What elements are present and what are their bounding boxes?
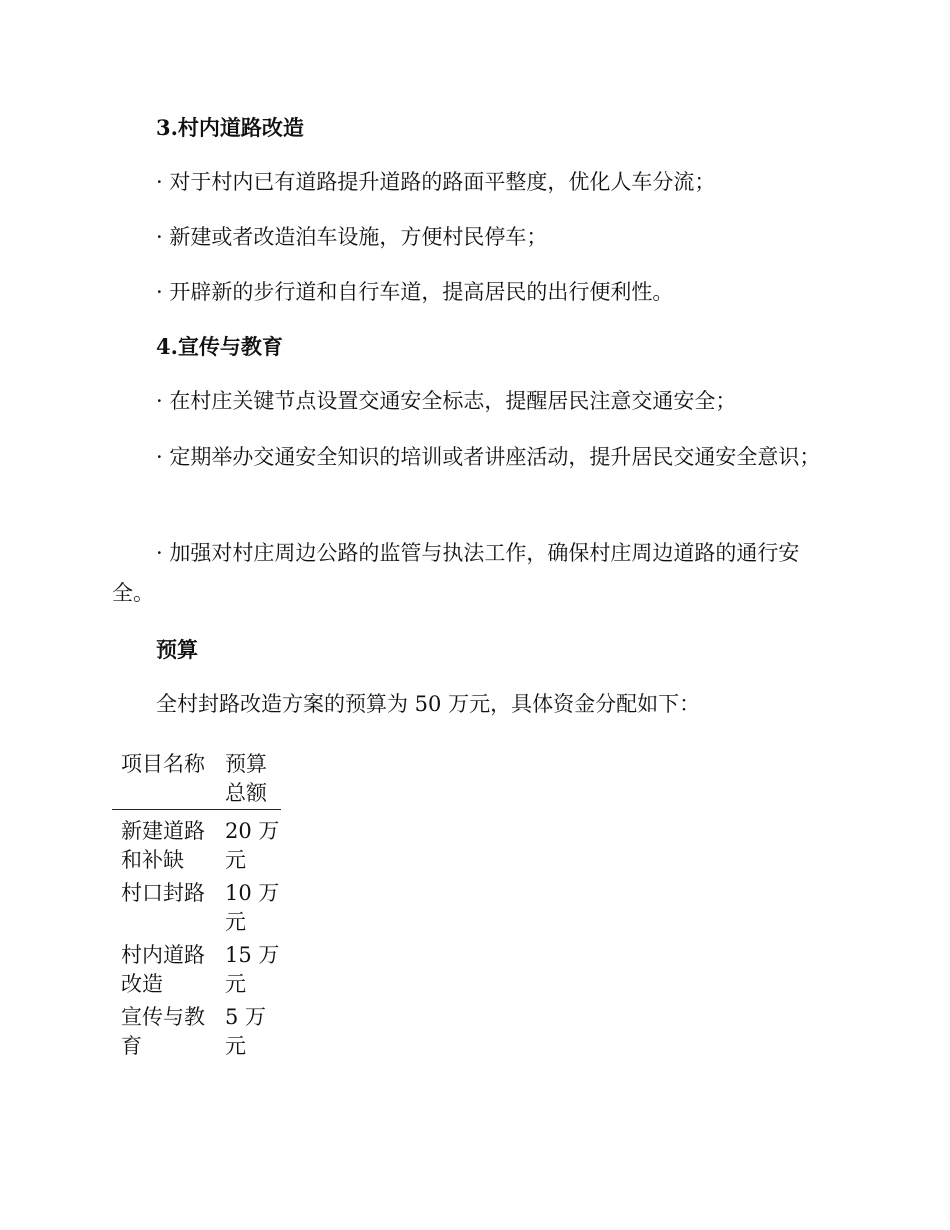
- table-cell-project-name: 村内道路改造: [121, 943, 205, 996]
- table-cell-budget-total: 10 万元: [225, 881, 280, 934]
- budget-heading: 预算: [156, 637, 198, 662]
- table-cell-budget-total: 20 万元: [225, 819, 280, 872]
- budget-intro: 全村封路改造方案的预算为 50 万元，具体资金分配如下：: [156, 692, 701, 716]
- section-4-item-1: · 在村庄关键节点设置交通安全标志，提醒居民注意交通安全；: [156, 389, 737, 413]
- section-4-heading: 4.宣传与教育: [156, 334, 283, 359]
- column-header-project-name: 项目名称: [121, 752, 205, 776]
- section-3-item-3: · 开辟新的步行道和自行车道，提高居民的出行便利性。: [156, 280, 674, 304]
- table-cell-project-name: 村口封路: [121, 881, 205, 905]
- table-cell-project-name: 宣传与教育: [121, 1005, 205, 1058]
- section-4-item-3: · 加强对村庄周边公路的监管与执法工作，确保村庄周边道路的通行安全。: [112, 541, 800, 605]
- column-header-budget-total: 预算总额: [225, 752, 267, 805]
- table-cell-budget-total: 15 万元: [225, 943, 280, 996]
- section-4-item-2: · 定期举办交通安全知识的培训或者讲座活动，提升居民交通安全意识；: [156, 445, 821, 469]
- section-3-heading: 3.村内道路改造: [156, 115, 304, 140]
- table-header-row: [112, 746, 281, 810]
- budget-table: [112, 746, 281, 1065]
- table-cell-project-name: 新建道路和补缺: [121, 819, 205, 872]
- table-row: [112, 1003, 281, 1065]
- section-3-item-1: · 对于村内已有道路提升道路的路面平整度，优化人车分流；: [156, 170, 716, 194]
- table-row: [112, 879, 281, 941]
- section-3-item-2: · 新建或者改造泊车设施，方便村民停车；: [156, 225, 548, 249]
- table-row: [112, 941, 281, 1003]
- table-cell-budget-total: 5 万元: [225, 1005, 267, 1058]
- table-row: [112, 810, 281, 880]
